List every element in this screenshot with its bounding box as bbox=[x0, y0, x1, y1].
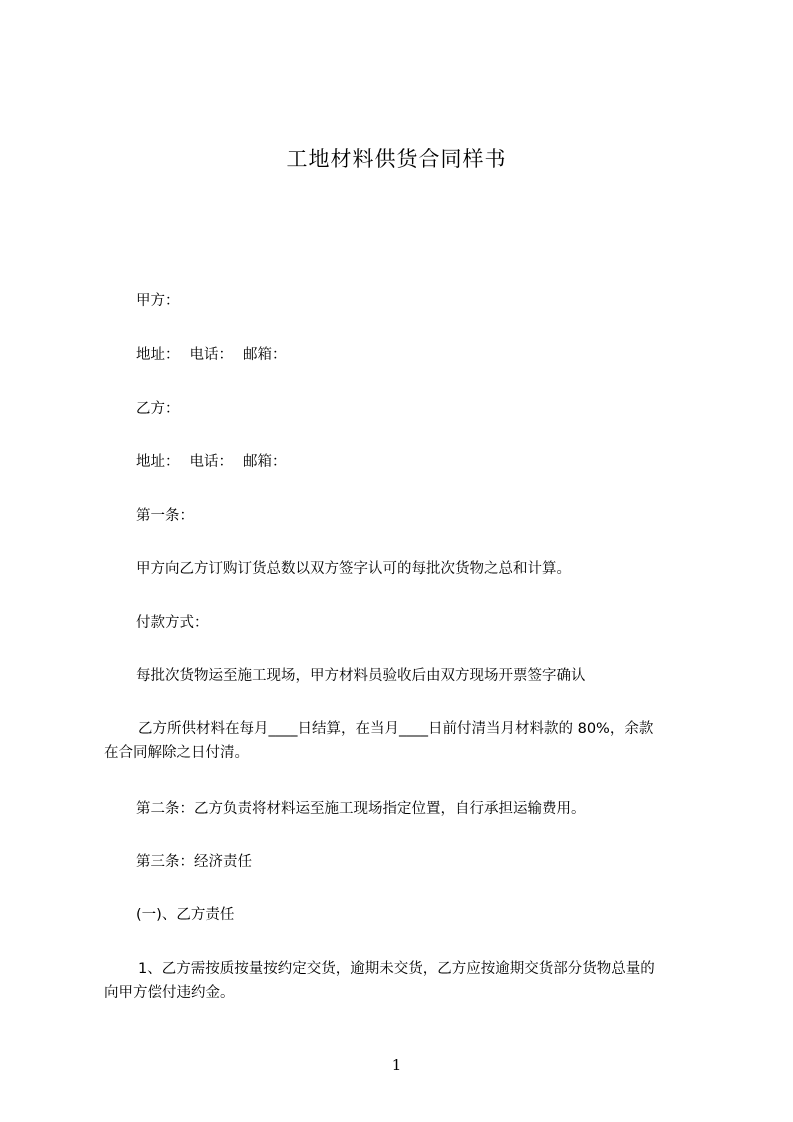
party-a-address-label: 地址： bbox=[136, 347, 180, 363]
party-b-label: 乙方： bbox=[136, 401, 180, 417]
clause-1-paragraph bbox=[104, 957, 714, 1005]
article-1-text: 甲方向乙方订购订货总数以双方签字认可的每批次货物之总和计算。 bbox=[136, 561, 571, 577]
settlement-line-1: 乙方所供材料在每月____日结算，在当月____日前付清当月材料款的 80%，余款 bbox=[138, 721, 654, 737]
party-b-contact-line bbox=[136, 452, 287, 472]
party-b-email-label: 邮箱： bbox=[243, 454, 287, 470]
settlement-line-2: 在合同解除之日付清。 bbox=[104, 745, 249, 761]
payment-heading: 付款方式： bbox=[136, 615, 209, 631]
party-b-address-label: 地址： bbox=[136, 454, 180, 470]
page-number: 1 bbox=[391, 1056, 402, 1074]
document-title: 工地材料供货合同样书 bbox=[286, 147, 507, 171]
party-a-label: 甲方： bbox=[136, 293, 180, 309]
party-a-contact-line bbox=[136, 345, 287, 365]
party-a-phone-label: 电话： bbox=[189, 347, 233, 363]
party-b-phone-label: 电话： bbox=[189, 454, 233, 470]
article-2-text: 第二条：乙方负责将材料运至施工现场指定位置，自行承担运输费用。 bbox=[136, 801, 586, 817]
article-3-heading: 第三条：经济责任 bbox=[136, 854, 252, 870]
clause-1-line-1: 1、乙方需按质按量按约定交货，逾期未交货，乙方应按逾期交货部分货物总量的 bbox=[138, 961, 655, 977]
clause-1-line-2: 向甲方偿付违约金。 bbox=[104, 985, 235, 1001]
settlement-paragraph bbox=[104, 717, 714, 765]
payment-text: 每批次货物运至施工现场，甲方材料员验收后由双方现场开票签字确认 bbox=[136, 668, 586, 684]
section-1-heading: (一)、乙方责任 bbox=[136, 907, 235, 923]
article-1-heading: 第一条： bbox=[136, 508, 194, 524]
party-a-email-label: 邮箱： bbox=[243, 347, 287, 363]
